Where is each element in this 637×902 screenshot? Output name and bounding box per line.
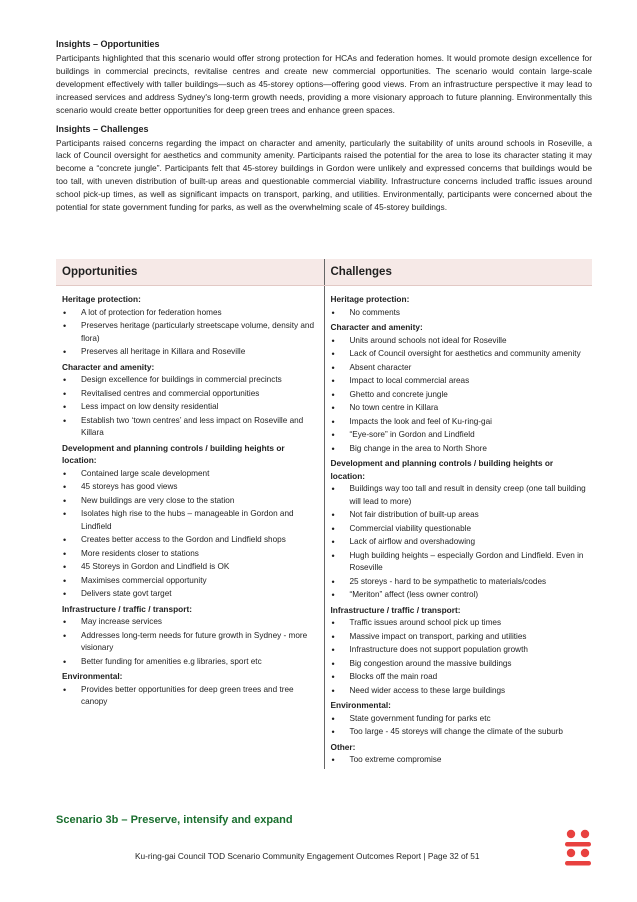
list-item: • Delivers state govt target [62,588,320,601]
list-item: • Less impact on low density residential [62,401,320,414]
list-item: • Preserves heritage (particularly streetscape volume, density and flora) [62,320,320,345]
challenges-section-heading: Infrastructure / traffic / transport: [330,604,461,615]
challenges-list [331,307,589,320]
list-item: • Creates better access to the Gordon and Lindfield shops [62,534,320,547]
insights-opportunities [56,38,592,117]
list-item: • New buildings are very close to the station [62,495,320,508]
opportunities-challenges-table [56,259,592,769]
list-item: • “Meriton” affect (less owner control) [331,589,589,602]
opportunities-section-heading: Development and planning controls / building heights or location: [62,442,285,465]
opportunities-list [62,684,320,709]
challenges-list [331,754,589,767]
list-item: • Massive impact on transport, parking and utilities [331,631,589,644]
table-body [56,286,592,769]
challenges-list [331,483,589,602]
list-item: • Too large - 45 storeys will change the climate of the suburb [331,726,589,739]
list-item: • Maximises commercial opportunity [62,575,320,588]
column-header-opportunities: Opportunities [62,266,138,278]
list-item: • Blocks off the main road [331,671,589,684]
list-item: • Ghetto and concrete jungle [331,389,589,402]
table-header [56,259,592,286]
opportunities-list [62,307,320,359]
list-item: • Establish two ‘town centres’ and less impact on Roseville and Killara [62,415,320,440]
insights-challenges-text: Participants raised concerns regarding the impact on character and amenity, particularly the suitability of units around schools in Roseville, a lack of Council oversight for aesthetics and community amenity. Participants raised the potential for the area to lose its character stating it may become a “concrete jungle”. Participants felt that 45-storey buildings in Gordon were unlikely and expressed concerns that buildings would be too tall, with uneven distribution of built-up areas and questionable commercial viability. Infrastructure concerns included traffic issues around school pick-up times, as well as significant impacts on transport, parking, and utilities. Environmentally, participants were concerned about the potential for state government funding for parks, as well as the overwhelming scale of 45-storey buildings. [56,137,592,213]
list-item: • Need wider access to these large buildings [331,685,589,698]
list-item: • No town centre in Killara [331,402,589,415]
column-header-challenges: Challenges [324,259,593,285]
list-item: • Big congestion around the massive buildings [331,658,589,671]
list-item: • Absent character [331,362,589,375]
list-item: • A lot of protection for federation homes [62,307,320,320]
list-item: • Lack of airflow and overshadowing [331,536,589,549]
list-item: • Buildings way too tall and result in density creep (one tall building will lead to more) [331,483,589,508]
list-item: • 25 storeys - hard to be sympathetic to materials/codes [331,576,589,589]
challenges-list [331,617,589,697]
opportunities-section-heading: Environmental: [62,671,123,681]
list-item: • Contained large scale development [62,468,320,481]
list-item: • Impact to local commercial areas [331,375,589,388]
list-item: • Lack of Council oversight for aesthetics and community amenity [331,348,589,361]
list-item: • Not fair distribution of built-up areas [331,509,589,522]
opportunities-list [62,374,320,440]
list-item: • Big change in the area to North Shore [331,443,589,456]
scenario-heading: Scenario 3b – Preserve, intensify and expand [56,814,293,826]
list-item: • 45 storeys has good views [62,481,320,494]
list-item: • Better funding for amenities e.g libraries, sport etc [62,656,320,669]
insights-opportunities-heading: Insights – Opportunities [56,39,160,49]
list-item: • May increase services [62,616,320,629]
list-item: • Design excellence for buildings in commercial precincts [62,374,320,387]
list-item: • Too extreme compromise [331,754,589,767]
opportunities-column [56,286,324,769]
challenges-section-heading: Other: [330,741,356,752]
opportunities-section-heading: Infrastructure / traffic / transport: [62,603,193,614]
challenges-list [331,713,589,739]
ku-ring-gai-council-logo-icon [563,829,593,869]
challenges-section-heading: Development and planning controls / building heights or location: [330,458,554,481]
challenges-section-heading: Heritage protection: [330,294,410,304]
list-item: • “Eye-sore” in Gordon and Lindfield [331,429,589,442]
list-item: • Provides better opportunities for deep green trees and tree canopy [62,684,320,709]
opportunities-list [62,468,320,601]
challenges-list [331,335,589,456]
challenges-section-heading: Environmental: [330,700,391,710]
list-item: • Commercial viability questionable [331,523,589,536]
list-item: • Revitalised centres and commercial opportunities [62,388,320,401]
page-footer: Ku-ring-gai Council TOD Scenario Community Engagement Outcomes Report | Page 32 of 51 [135,851,480,861]
list-item: • Infrastructure does not support population growth [331,644,589,657]
list-item: • Addresses long-term needs for future growth in Sydney - more visionary [62,630,320,655]
opportunities-list [62,616,320,668]
list-item: • Units around schools not ideal for Roseville [331,335,589,348]
opportunities-section-heading: Character and amenity: [62,361,155,372]
list-item: • More residents closer to stations [62,548,320,561]
challenges-section-heading: Character and amenity: [330,322,423,332]
list-item: • 45 Storeys in Gordon and Lindfield is OK [62,561,320,574]
list-item: • Hugh building heights – especially Gordon and Lindfield. Even in Roseville [331,550,589,575]
insights-challenges [56,123,592,214]
insights-challenges-heading: Insights – Challenges [56,123,149,134]
list-item: • No comments [331,307,589,320]
insights-section [56,38,592,220]
list-item: • Traffic issues around school pick up times [331,617,589,630]
opportunities-section-heading: Heritage protection: [62,294,141,304]
list-item: • Isolates high rise to the hubs – manageable in Gordon and Lindfield [62,508,320,533]
list-item: • Impacts the look and feel of Ku-ring-gai [331,416,589,429]
challenges-column [324,286,593,769]
insights-opportunities-text: Participants highlighted that this scenario would offer strong protection for HCAs and federation homes. It would promote design excellence for buildings in commercial precincts, revitalise centres and create new commercial opportunities. The scenario would contain large-scale development effectively with taller buildings—such as 45-storey options—offering good views. From an infrastructure perspective it may lead to increased services and address Sydney's long-term growth needs, providing a more visionary approach to future planning. Environmentally this scenario would create better opportunities for deep green trees and enhance green spaces. [56,53,592,115]
list-item: • State government funding for parks etc [331,713,589,726]
list-item: • Preserves all heritage in Killara and Roseville [62,346,320,359]
